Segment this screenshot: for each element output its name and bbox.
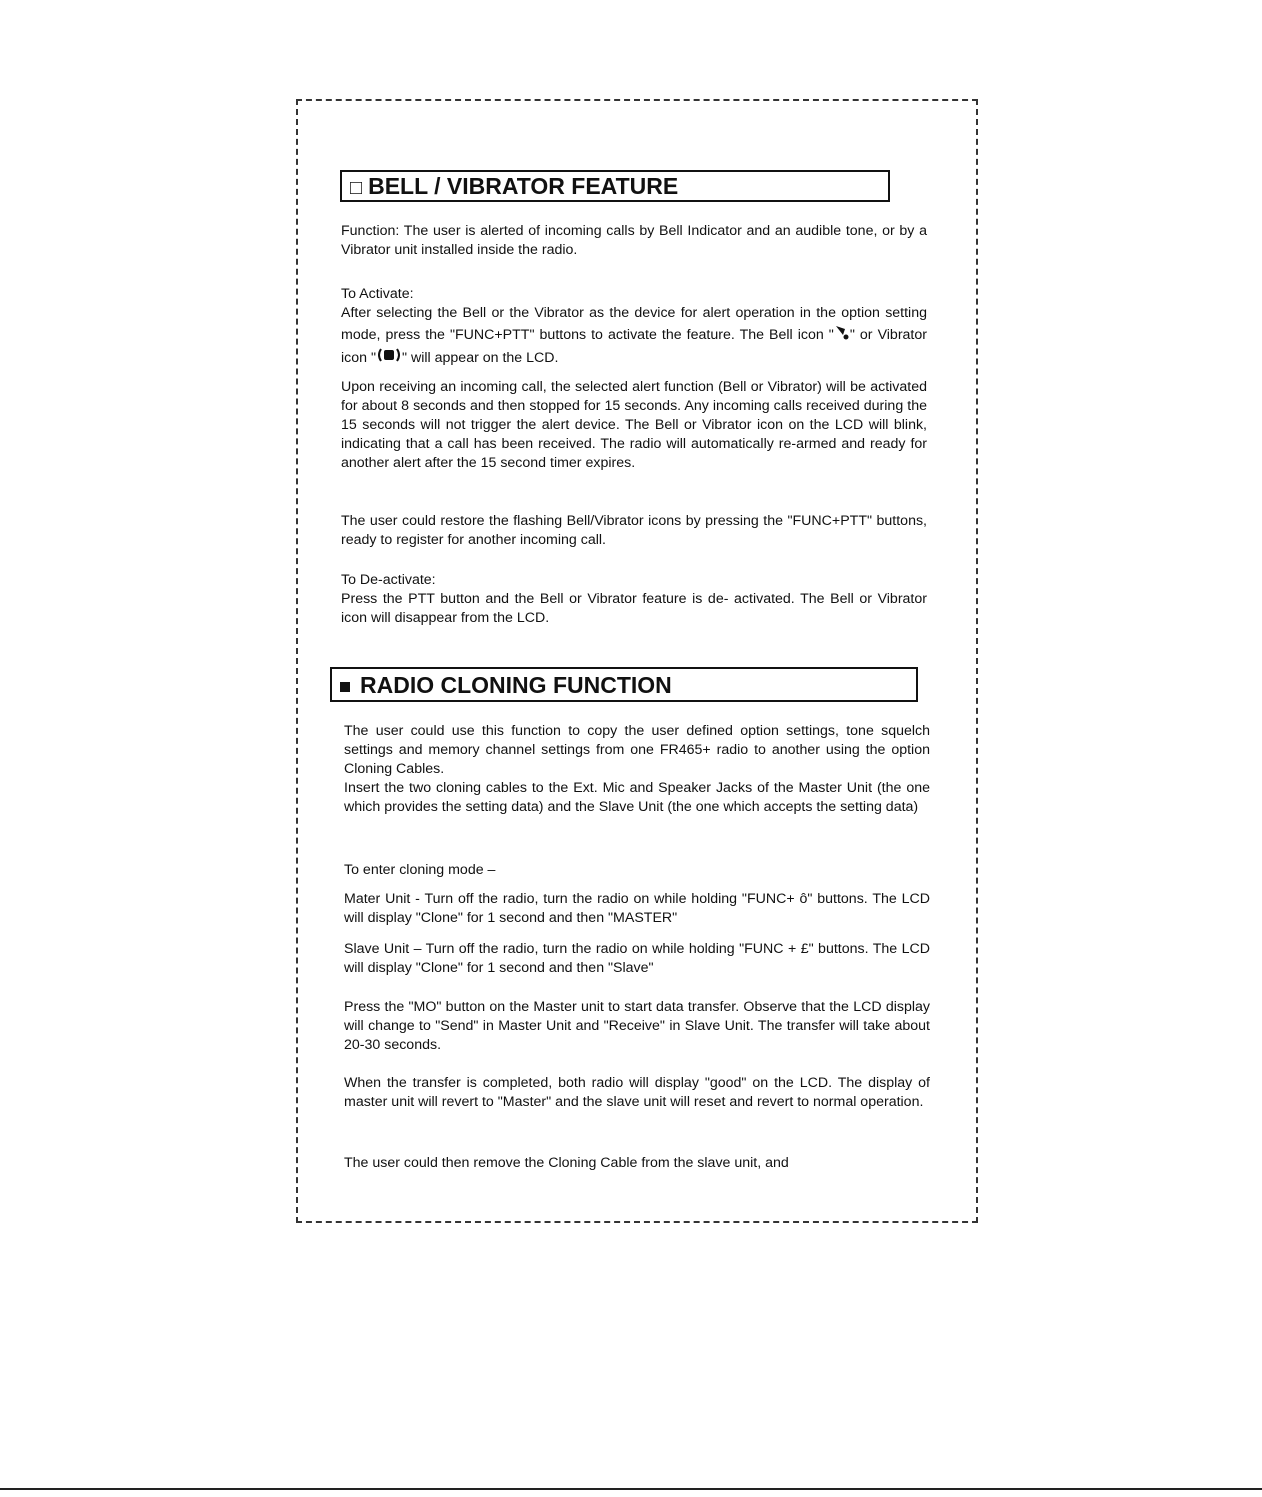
remove-paragraph: The user could then remove the Cloning Cable from the slave unit, and [344,1155,789,1171]
slave-unit-paragraph: Slave Unit – Turn off the radio, turn the radio on while holding "FUNC + £" buttons. The LCD will display "Clone" for 1 second and then "Slave" [344,941,930,976]
transfer-paragraph: Press the "MO" button on the Master unit to start data transfer. Observe that the LCD display will change to "Send" in Master Unit and "Receive" in Slave Unit. The transfer will take about 20-30 seconds. [344,999,930,1053]
page-bottom-rule [0,1488,1262,1490]
section-title: RADIO CLONING FUNCTION [360,672,672,698]
cloning-intro-paragraph: The user could use this function to copy the user defined option settings, tone squelch settings and memory channel settings from one FR465+ radio to another using the option Cloning Cables. [344,723,930,777]
solid-square-icon [340,682,350,692]
receiving-paragraph: Upon receiving an incoming call, the selected alert function (Bell or Vibrator) will be activated for about 8 seconds and then stopped for 15 seconds. Any incoming calls received during the 15 seconds will not trigger the alert device. The Bell or Vibrator icon on the LCD will blink, indicating that a call has been received. The radio will automatically re-armed and ready for another alert after the 15 second timer expires. [341,379,927,471]
hollow-square-icon: □ [350,177,363,199]
deactivate-paragraph: Press the PTT button and the Bell or Vibrator feature is de- activated. The Bell or Vibrator icon will disappear from the LCD. [341,591,927,626]
master-unit-paragraph: Mater Unit - Turn off the radio, turn the radio on while holding "FUNC+ ô" buttons. The LCD will display "Clone" for 1 second and then "MASTER" [344,891,930,926]
deactivate-label: To De-activate: [341,572,436,588]
enter-cloning-label: To enter cloning mode – [344,862,496,878]
completed-paragraph: When the transfer is completed, both radio will display "good" on the LCD. The display of master unit will revert to "Master" and the slave unit will reset and revert to normal operation. [344,1075,930,1110]
cloning-insert-paragraph: Insert the two cloning cables to the Ext. Mic and Speaker Jacks of the Master Unit (the one which provides the setting data) and the Slave Unit (the one which accepts the setting data) [344,780,930,815]
activate-paragraph: After selecting the Bell or the Vibrator as the device for alert operation in the option setting mode, press the "FUNC+PTT" buttons to activate the feature. The Bell icon " " or Vibrator icon " " will appear on the LCD. [341,304,927,369]
restore-paragraph: The user could restore the flashing Bell/Vibrator icons by pressing the "FUNC+PTT" buttons, ready to register for another incoming call. [341,513,927,548]
section-header-bell-vibrator [340,170,890,202]
vibrator-icon [376,347,402,369]
section-header-radio-cloning [330,667,918,702]
function-paragraph: Function: The user is alerted of incoming calls by Bell Indicator and an audible tone, or by a Vibrator unit installed inside the radio. [341,223,927,258]
section-title: BELL / VIBRATOR FEATURE [368,173,679,199]
activate-label: To Activate: [341,286,414,302]
bell-icon [834,323,850,347]
